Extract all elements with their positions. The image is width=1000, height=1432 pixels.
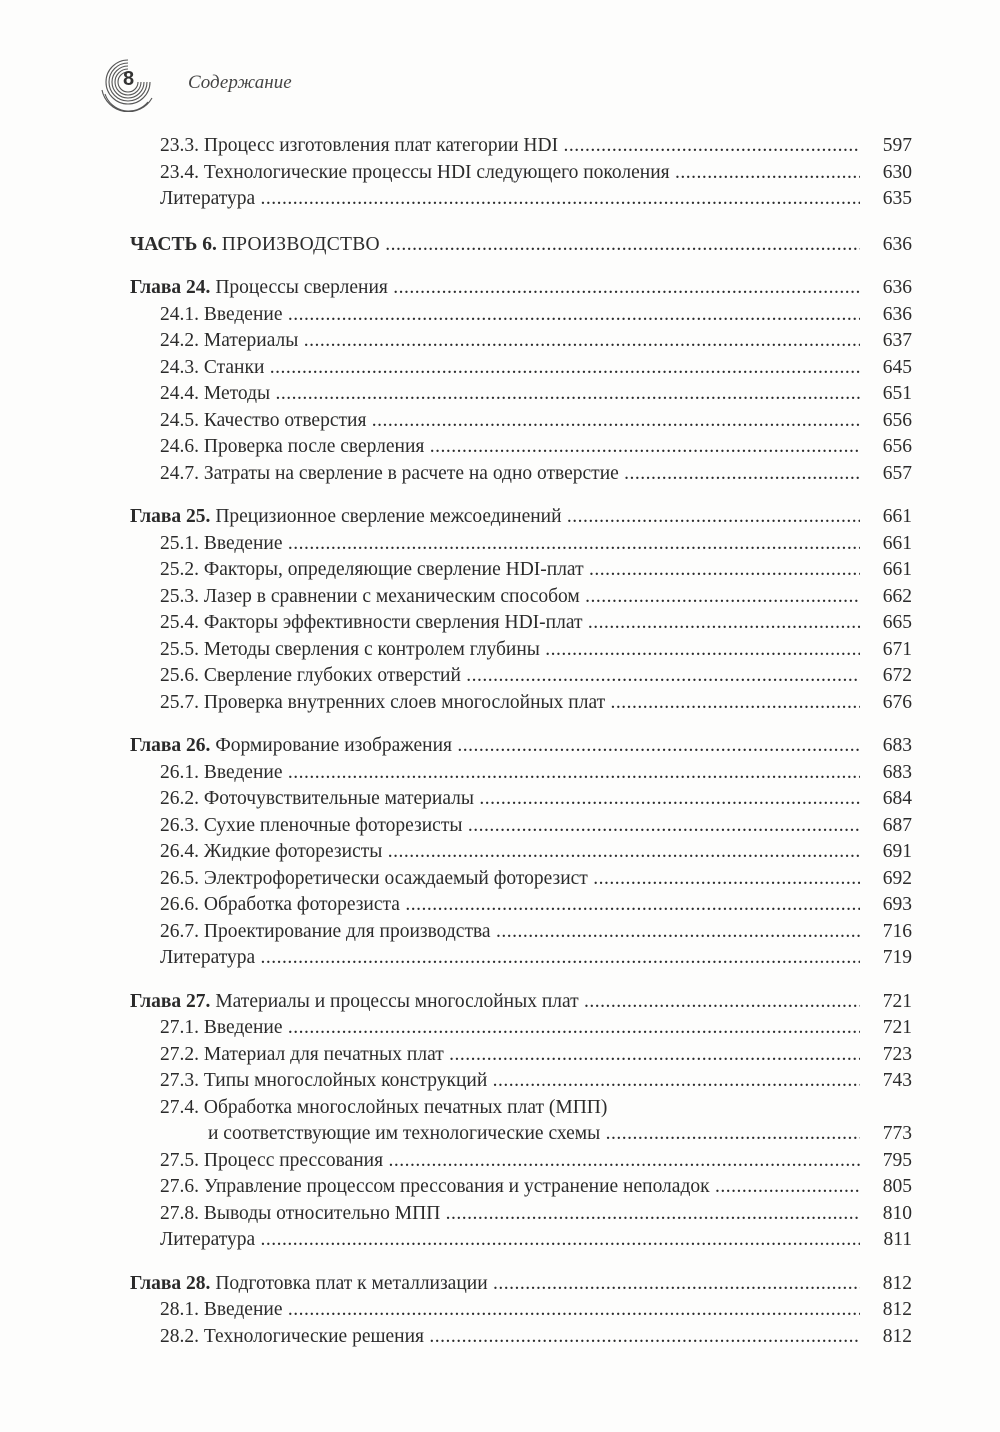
toc-entry-title: 27.6. Управление процессом прессования и устранение неполадок ..... [160,1174,860,1201]
toc-entry[interactable] [130,355,912,382]
toc-entry-page: 687 [862,813,912,840]
toc-entry-title: 25.1. Введение ..... [160,531,860,558]
toc-entry-page: 630 [862,160,912,187]
toc-chapter-heading[interactable] [130,733,912,760]
toc-entry[interactable] [130,531,912,558]
toc-entry-page: 773 [862,1121,912,1148]
toc-entry[interactable] [130,1068,912,1095]
toc-entry[interactable] [130,610,912,637]
toc-entry[interactable] [130,186,912,213]
toc-entry-title: 27.2. Материал для печатных плат ..... [160,1042,860,1069]
chapter-prefix: Глава 27. [130,990,211,1012]
toc-entry-page: 672 [862,663,912,690]
toc-entry[interactable] [130,919,912,946]
toc-entry-title: 25.3. Лазер в сравнении с механическим способом ..... [160,584,860,611]
toc-entry-page: 671 [862,637,912,664]
toc-entry-title: 26.5. Электрофоретически осаждаемый фоторезист ..... [160,866,860,893]
toc-entry-title: 26.4. Жидкие фоторезисты ..... [160,839,860,866]
toc-chapter-heading[interactable] [130,275,912,302]
toc-entry-title: Литература ..... [160,1227,860,1254]
toc-entry[interactable] [130,557,912,584]
toc-entry-title: 28.1. Введение ..... [160,1297,860,1324]
chapter-title: Процессы сверления [215,277,388,298]
toc-entry-page: 693 [862,892,912,919]
toc-entry[interactable] [130,813,912,840]
toc-entry-page: 636 [862,302,912,329]
toc-entry-title: 24.1. Введение ..... [160,302,860,329]
toc-entry-title: 28.2. Технологические решения ..... [160,1324,860,1351]
toc-entry-title: Литература ..... [160,186,860,213]
chapter-prefix: Глава 26. [130,735,211,756]
toc-entry-title: 25.2. Факторы, определяющие сверление HDI-плат ..... [160,557,860,584]
toc-entry-title: 24.4. Методы ..... [160,381,860,408]
toc-entry-page: 684 [862,786,912,813]
toc-entry[interactable] [130,1015,912,1042]
toc-entry-title: 23.3. Процесс изготовления плат категории HDI ..... [160,133,860,160]
toc-entry-title: 27.1. Введение ..... [160,1015,860,1042]
toc-entry[interactable] [130,760,912,787]
toc-entry-page: 635 [862,186,912,213]
toc-entry-title: 23.4. Технологические процессы HDI следующего поколения ..... [160,160,860,187]
chapter-title: Формирование изображения [215,735,453,756]
toc-entry[interactable] [130,302,912,329]
chapter-prefix: Глава 24. [130,277,211,298]
toc-entry-title: 26.3. Сухие пленочные фоторезисты ..... [160,813,860,840]
toc-entry-title: 25.7. Проверка внутренних слоев многослойных плат ..... [160,690,860,717]
toc-entry-page: 661 [862,504,912,531]
toc-entry[interactable] [130,1201,912,1228]
toc-entry[interactable] [130,945,912,972]
toc-entry-page: 812 [862,1271,912,1298]
chapter-prefix: Глава 28. [130,1272,211,1294]
toc-entry-page: 743 [862,1068,912,1095]
toc-entry-page: 716 [862,919,912,946]
toc-entry[interactable] [130,408,912,435]
toc-entry-page: 812 [862,1324,912,1351]
toc-entry-page: 651 [862,381,912,408]
toc-entry[interactable] [130,434,912,461]
toc-entry[interactable] [130,160,912,187]
toc-entry-title: 27.3. Типы многослойных конструкций ..... [160,1068,860,1095]
toc-entry-title: 26.6. Обработка фоторезиста ..... [160,892,860,919]
toc-entry[interactable] [130,663,912,690]
toc-entry-page: 656 [862,434,912,461]
toc-entry-title: 25.6. Сверление глубоких отверстий ..... [160,663,860,690]
toc-entry[interactable] [130,1148,912,1175]
toc-entry-page: 661 [862,557,912,584]
toc-entry-page: 721 [862,989,912,1016]
toc-entry-title: 27.4. Обработка многослойных печатных плат (МПП) [160,1096,608,1118]
toc-entry-page: 636 [862,232,912,259]
toc-entry[interactable] [130,690,912,717]
toc-entry-page: 811 [862,1227,912,1254]
toc-entry-page: 691 [862,839,912,866]
toc-entry[interactable] [130,892,912,919]
part-title: ПРОИЗВОДСТВО [221,233,380,255]
chapter-title: Подготовка плат к металлизации [215,1272,488,1294]
toc-entry-page: 721 [862,1015,912,1042]
toc-entry-title: 24.5. Качество отверстия ..... [160,408,860,435]
running-title: Содержание [188,72,292,93]
toc-entry-title: 26.7. Проектирование для производства ..... [160,919,860,946]
part-prefix: ЧАСТЬ 6. [130,233,217,255]
toc-entry[interactable] [130,133,912,160]
toc-entry[interactable] [130,1227,912,1254]
toc-entry-page: 637 [862,328,912,355]
toc-entry-page: 795 [862,1148,912,1175]
toc-entry-page: 636 [862,275,912,302]
toc-entry[interactable] [130,866,912,893]
toc-entry-title: 24.2. Материалы ..... [160,328,860,355]
toc-entry-page: 662 [862,584,912,611]
toc-entry-continuation[interactable] [130,1121,912,1148]
toc-entry[interactable] [130,1042,912,1069]
toc-entry[interactable] [130,1324,912,1351]
toc-entry-page: 676 [862,690,912,717]
toc-entry-page: 656 [862,408,912,435]
toc-entry-title: Литература ..... [160,945,860,972]
toc-entry-title: 26.2. Фоточувствительные материалы ..... [160,786,860,813]
toc-entry[interactable] [130,584,912,611]
toc-entry-page: 645 [862,355,912,382]
chapter-title: Материалы и процессы многослойных плат [215,990,579,1012]
toc-entry-page: 661 [862,531,912,558]
toc-entry[interactable] [130,381,912,408]
toc-entry-page: 810 [862,1201,912,1228]
toc-entry-title: 25.5. Методы сверления с контролем глубины ..... [160,637,860,664]
toc-entry-page: 597 [862,133,912,160]
toc-entry[interactable] [130,1174,912,1201]
toc-entry-page: 812 [862,1297,912,1324]
toc-entry-page: 723 [862,1042,912,1069]
toc-chapter-heading[interactable] [130,504,912,531]
page-header [98,52,498,112]
toc-entry[interactable] [130,461,912,488]
toc-entry-title: 26.1. Введение ..... [160,760,860,787]
toc-entry-page: 657 [862,461,912,488]
toc-entry-title: 24.6. Проверка после сверления ..... [160,434,860,461]
toc-entry-page: 683 [862,760,912,787]
toc-chapter-heading[interactable] [130,989,912,1016]
chapter-title: Прецизионное сверление межсоединений [215,506,562,527]
toc-entry-title: 24.3. Станки ..... [160,355,860,382]
toc-entry[interactable] [130,786,912,813]
toc-entry[interactable] [130,839,912,866]
toc-entry-page: 683 [862,733,912,760]
toc-entry-title: 27.8. Выводы относительно МПП ..... [160,1201,860,1228]
toc-entry[interactable] [130,1297,912,1324]
toc-entry-page: 805 [862,1174,912,1201]
toc-entry-title: 25.4. Факторы эффективности сверления HDI-плат ..... [160,610,860,637]
toc-entry[interactable] [130,637,912,664]
toc-entry-page: 665 [862,610,912,637]
toc-chapter-heading[interactable] [130,1271,912,1298]
toc-entry-page: 692 [862,866,912,893]
table-of-contents [130,133,912,1350]
chapter-prefix: Глава 25. [130,506,211,527]
page-number: 8 [123,68,135,90]
toc-entry-title: 27.5. Процесс прессования ..... [160,1148,860,1175]
toc-entry-title: 24.7. Затраты на сверление в расчете на одно отверстие ..... [160,461,860,488]
toc-entry-title: и соответствующие им технологические схемы ..... [208,1121,860,1148]
toc-entry-page: 719 [862,945,912,972]
toc-entry[interactable] [130,328,912,355]
toc-part-heading[interactable] [130,232,912,259]
toc-entry[interactable] [130,1095,912,1122]
